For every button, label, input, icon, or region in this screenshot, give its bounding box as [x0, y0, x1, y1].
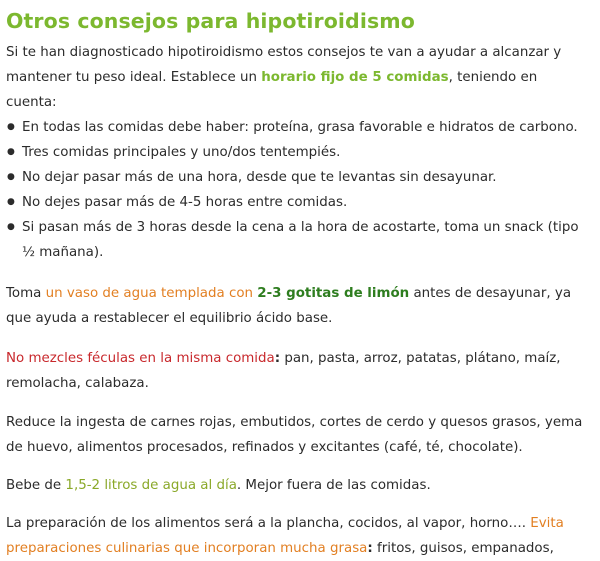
mix-tip-warning: No mezcles féculas en la misma comida — [6, 351, 275, 366]
list-item: ● No dejes pasar más de 4-5 horas entre comidas. — [6, 190, 590, 215]
prep-tip-warning: Evita preparaciones culinarias que incorporan mucha grasa — [6, 516, 564, 556]
intro-text-end: , teniendo en cuenta: — [6, 70, 538, 110]
intro-paragraph — [6, 40, 590, 115]
list-item: ● Si pasan más de 3 horas desde la cena a la hora de acostarte, toma un snack (tipo ½ mañana). — [6, 215, 590, 265]
list-item: ● En todas las comidas debe haber: proteína, grasa favorable e hidratos de carbono. — [6, 115, 590, 140]
prep-tip-colon: : — [367, 541, 373, 556]
drink-tip-paragraph — [6, 473, 590, 498]
mix-tip-colon: : — [274, 351, 281, 366]
intro-text-start: Si te han diagnosticado hipotiroidismo estos consejos te van a ayudar a alcanzar y mantener tu peso ideal. Establece un — [6, 45, 562, 85]
list-item: ● No dejar pasar más de una hora, desde que te levantas sin desayunar. — [6, 165, 590, 190]
water-tip-paragraph — [6, 281, 590, 331]
drink-tip-amount: 1,5-2 litros de agua al día — [65, 478, 237, 493]
prep-tip-paragraph — [6, 511, 590, 561]
prep-tip-start: La preparación de los alimentos será a la plancha, cocidos, al vapor, horno…. — [6, 516, 531, 531]
meal-rules-list — [6, 115, 590, 265]
water-tip-start: Toma — [6, 286, 46, 301]
prep-tip-end: fritos, guisos, empanados, — [372, 541, 554, 556]
mix-tip-list: pan, pasta, arroz, patatas, plátano, maíz, remolacha, calabaza. — [6, 351, 561, 391]
mix-tip-paragraph — [6, 346, 590, 396]
list-item: ● Tres comidas principales y uno/dos tentempiés. — [6, 140, 590, 165]
article-title: Otros consejos para hipotiroidismo — [6, 9, 415, 33]
intro-highlight: horario fijo de 5 comidas — [261, 70, 449, 85]
drink-tip-end: . Mejor fuera de las comidas. — [236, 478, 431, 493]
water-tip-orange: un vaso de agua templada con — [45, 286, 254, 301]
water-tip-end: antes de desayunar, ya que ayuda a restablecer el equilibrio ácido base. — [6, 286, 572, 326]
reduce-tip-paragraph: Reduce la ingesta de carnes rojas, embutidos, cortes de cerdo y quesos grasos, yema de huevo, alimentos procesados, refinados y excitantes (café, té, chocolate). — [6, 415, 583, 455]
water-tip-lemon: 2-3 gotitas de limón — [257, 286, 410, 301]
drink-tip-start: Bebe de — [6, 478, 66, 493]
